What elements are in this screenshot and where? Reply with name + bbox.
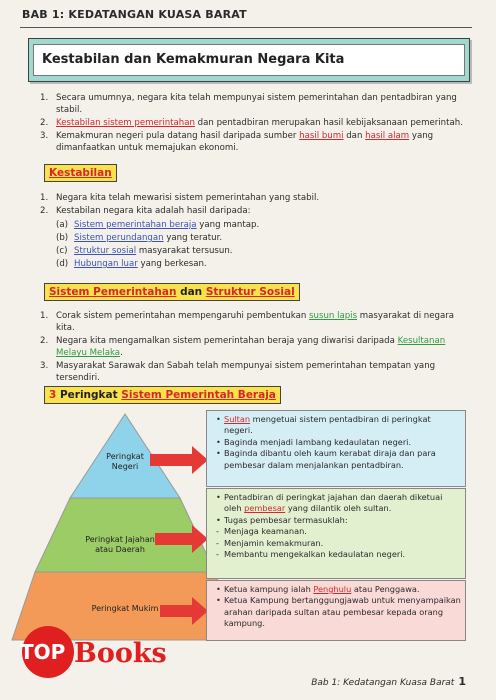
page-footer: Bab 1: Kedatangan Kuasa Barat 1 — [311, 675, 466, 688]
label-negeri: Peringkat Negeri — [106, 452, 144, 471]
label-mukim: Peringkat Mukim — [91, 604, 159, 613]
chapter-heading: BAB 1: KEDATANGAN KUASA BARAT — [22, 8, 247, 21]
peringkat-heading: 3 Peringkat Sistem Pemerintah Beraja — [44, 386, 281, 404]
svg-text:Books: Books — [74, 638, 167, 669]
intro-item-3: Kemakmuran negeri pula datang hasil daripada sumber hasil bumi dan hasil alam yang dimanfaatkan untuk memajukan ekonomi. — [56, 131, 434, 154]
sistem-item-1: Corak sistem pemerintahan mempengaruhi pembentukan susun lapis masyarakat di negara kita. — [56, 311, 455, 334]
box-negeri: • Sultan mengetuai sistem pentadbiran di peringkat negeri. • Baginda menjadi lambang kedaulatan negeri. • Baginda dibantu oleh kaum kerabat diraja dan para pembesar dalam menjalankan pentadbiran. — [206, 410, 466, 487]
intro-number-1: 1. — [40, 93, 49, 103]
intro-item-2: Kestabilan sistem pemerintahan dan pentadbiran merupakan hasil kebijaksanaan pemerintah. — [56, 118, 463, 128]
kestabilan-sub-c: Struktur sosial masyarakat tersusun. — [74, 246, 233, 256]
svg-text:TOP: TOP — [20, 640, 66, 664]
kestabilan-sub-a: Sistem pemerintahan beraja yang mantap. — [74, 220, 260, 230]
kestabilan-item-1: Negara kita telah mewarisi sistem pemerintahan yang stabil. — [56, 193, 320, 203]
topbooks-logo — [14, 622, 194, 688]
label-jajahan: Peringkat Jajahan atau Daerah — [85, 535, 155, 554]
kestabilan-item-2: Kestabilan negara kita adalah hasil daripada: — [56, 206, 251, 216]
kestabilan-sub-d: Hubungan luar yang berkesan. — [74, 259, 207, 269]
kestabilan-heading: Kestabilan — [44, 164, 117, 182]
box-mukim: • Ketua kampung ialah Penghulu atau Penggawa. • Ketua Kampung bertanggungjawab untuk menyampaikan arahan daripada sultan atau pembesar kepada orang kampung. — [206, 580, 466, 641]
intro-item-1: Secara umumnya, negara kita telah mempunyai sistem pemerintahan dan pentadbiran yang stabil. — [56, 93, 457, 116]
sistem-item-3: Masyarakat Sarawak dan Sabah telah mempunyai sistem pemerintahan tempatan yang tersendiri. — [56, 361, 436, 384]
sistem-heading: Sistem Pemerintahan dan Struktur Sosial — [44, 283, 300, 301]
page-title: Kestabilan dan Kemakmuran Negara Kita — [42, 52, 345, 67]
page-number: 1 — [458, 675, 466, 688]
kestabilan-sub-b: Sistem perundangan yang teratur. — [74, 233, 223, 243]
sistem-item-2: Negara kita mengamalkan sistem pemerintahan beraja yang diwarisi daripada Kesultanan Melayu Melaka. — [56, 336, 446, 359]
box-jajahan: • Pentadbiran di peringkat jajahan dan daerah diketuai oleh pembesar yang dilantik oleh sultan. • Tugas pembesar termasuklah: - Menjaga keamanan. - Menjamin kemakmuran. - Membantu mengekalkan kedaulatan negeri. — [206, 488, 466, 579]
